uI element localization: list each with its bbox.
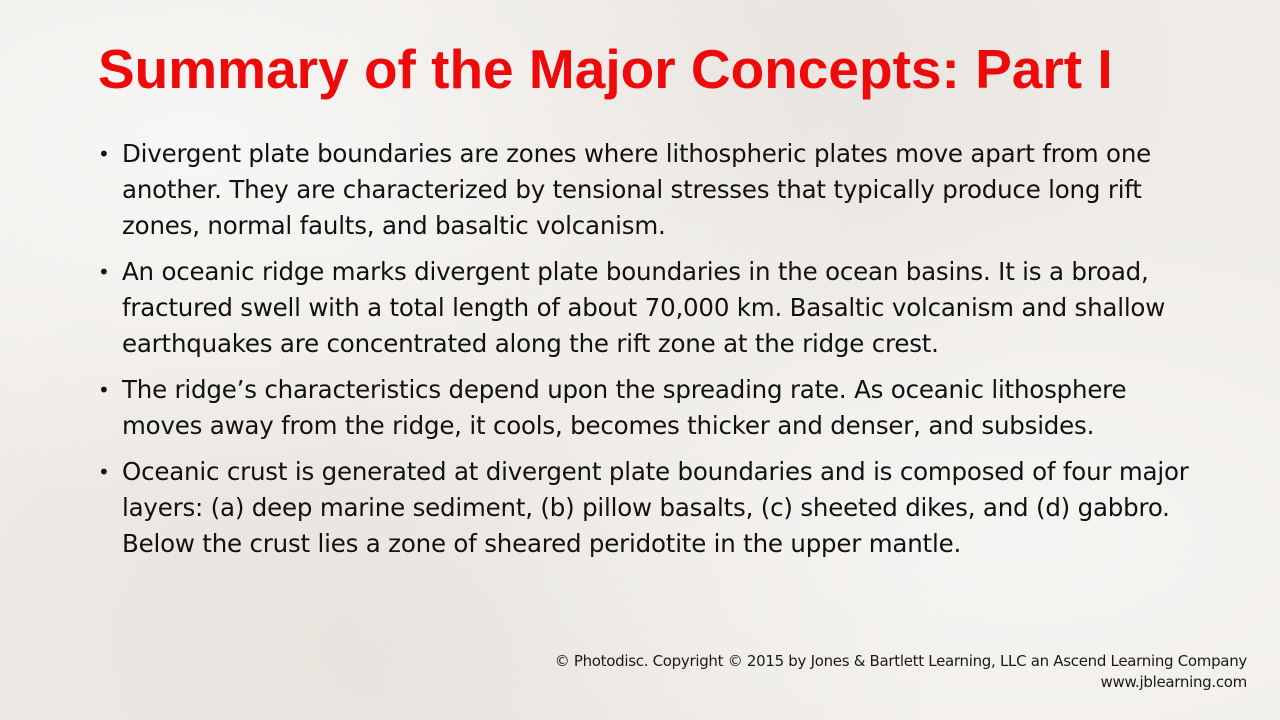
- bullet-text: Divergent plate boundaries are zones where lithospheric plates move apart from one another. They are characterized by tensional stresses that typically produce long rift zones, normal faults, and basaltic volcanism.: [122, 139, 1152, 240]
- bullet-text: The ridge’s characteristics depend upon the spreading rate. As oceanic lithosphere moves away from the ridge, it cools, becomes thicker and denser, and subsides.: [122, 375, 1127, 440]
- bullet-text: Oceanic crust is generated at divergent plate boundaries and is composed of four major layers: (a) deep marine sediment, (b) pillow basalts, (c) sheeted dikes, and (d) gabbro. Below the crust lies a zone of sheared peridotite in the upper mantle.: [122, 457, 1189, 558]
- bullet-item: [98, 254, 1208, 362]
- bullet-text: An oceanic ridge marks divergent plate boundaries in the ocean basins. It is a broad, fractured swell with a total length of about 70,000 km. Basaltic volcanism and shallow earthquakes are concentrated along the rift zone at the ridge crest.: [122, 257, 1166, 358]
- bullet-item: [98, 372, 1208, 444]
- bullet-dot: •: [98, 260, 110, 284]
- bullet-item: [98, 136, 1208, 244]
- slide-title: Summary of the Major Concepts: Part I: [98, 38, 1113, 100]
- bullet-dot: •: [98, 460, 110, 484]
- bullet-item: [98, 454, 1208, 562]
- bullet-dot: •: [98, 378, 110, 402]
- bullet-dot: •: [98, 142, 110, 166]
- copyright-credit: [555, 651, 1247, 693]
- bullet-list: [98, 136, 1208, 572]
- copyright-line: © Photodisc. Copyright © 2015 by Jones & Bartlett Learning, LLC an Ascend Learning Company: [554, 652, 1247, 670]
- website-link[interactable]: www.jblearning.com: [1100, 673, 1247, 691]
